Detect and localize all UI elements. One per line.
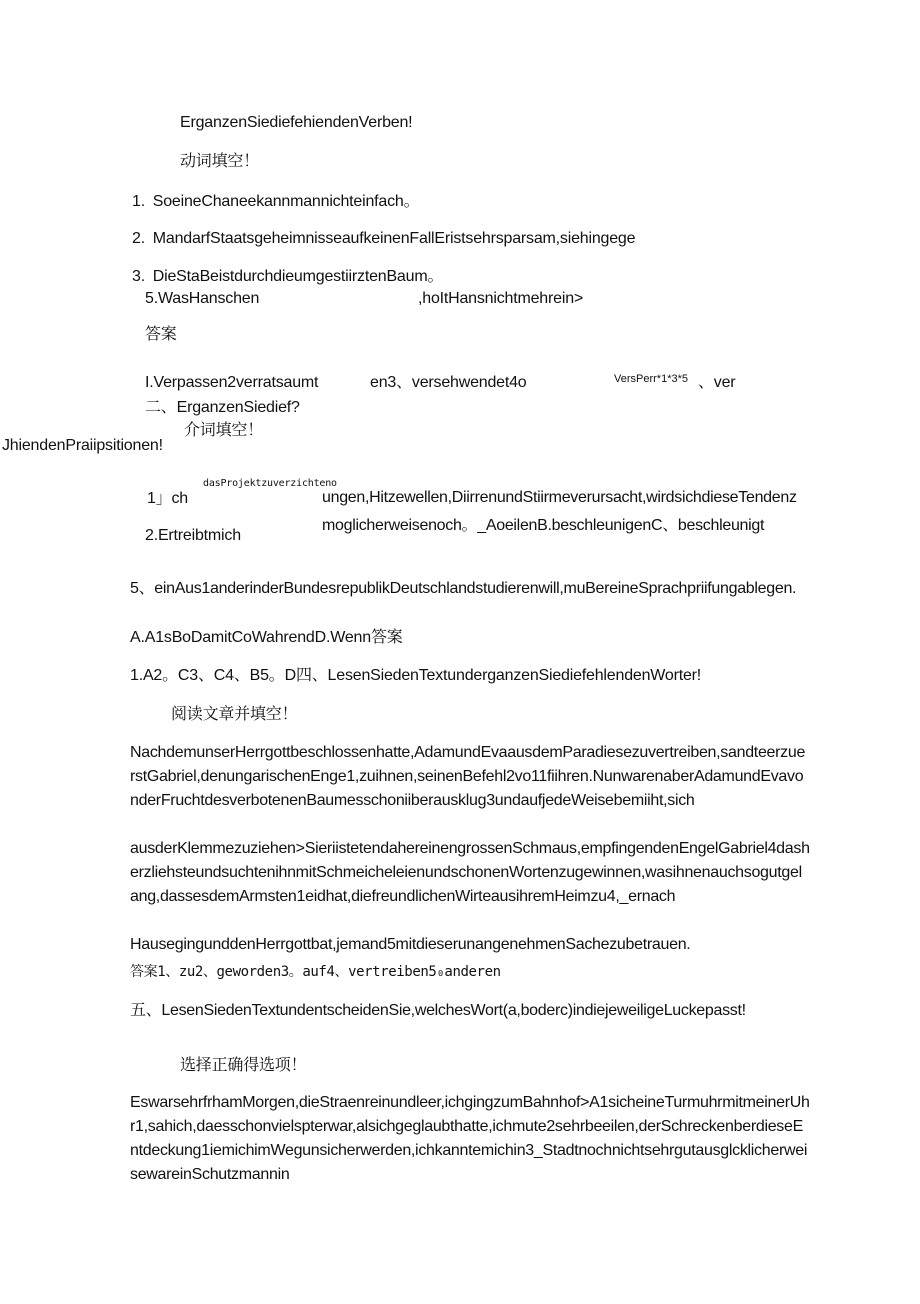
section4-answers: 答案1、zu2、geworden3。auf4、vertreiben5₀anderen (130, 964, 501, 980)
exercise-title-prepositions: 二、ErganzenSiedief? (145, 399, 300, 416)
options-line (130, 628, 403, 648)
answer-text-end: 、ver (698, 374, 736, 391)
exercise-title-choice-zh: 选择正确得选项！ (180, 1057, 307, 1074)
answer-label: 答案 (145, 326, 177, 343)
reading-passage-part3: HausegingunddenHerrgottbat,jemand5mitdieserunangenehmenSachezubetrauen. (130, 936, 691, 953)
item-5-left: 5.WasHanschen (145, 290, 260, 307)
exercise-title-prepositions-zh: 介词填空！ (184, 422, 264, 439)
answer-text-left: I.Verpassen2verratsaumt (145, 374, 319, 391)
exercise-title-verbs-zh: 动词填空！ (180, 153, 260, 170)
question-text-block: ungen,Hitzewellen,DiirrenundStiirmeverursacht,wirdsichdieseTendenzmoglicherweisenoch。_AoeilenB.beschleunigenC、beschleunigt (322, 489, 797, 534)
answer-superscript: VersPerr*1*3*5 (614, 373, 688, 385)
question-5: 5、einAus1anderinderBundesrepublikDeutschlandstudierenwill,muBereineSprachpriifungablegen. (130, 580, 797, 597)
footnote-mono: dasProjektzuverzichteno (203, 478, 337, 489)
answer-label: 答案 (370, 629, 403, 646)
item-5-right: ,hoItHansnichtmehrein> (418, 290, 584, 307)
question-1-left: 1」ch (147, 490, 188, 507)
overflow-title-fragment: JhiendenPraiipsitionen! (2, 437, 163, 454)
reading-passage-part1: NachdemunserHerrgottbeschlossenhatte,AdamundEvaausdemParadiesezuvertreiben,sandteerzuerstGabriel,denungarischenEnge1,zuihnen,seinenBefehl2vo11fiihren.NunwarenaberAdamundEvavonderFruchtdesverbotenenBaumesschoniiberausklug3undaufjedeWeisebemiiht,sich (130, 744, 806, 809)
answers-and-section4-title: 1.A2。C3、C4、B5。D四、LesenSiedenTextunderganzenSiediefehlendenWorter! (130, 667, 702, 684)
list-item: 1. SoeineChaneekannmannichteinfach。 (132, 193, 420, 210)
exercise-title-verbs: ErganzenSiediefehiendenVerben! (180, 114, 413, 131)
reading-passage-part2: ausderKlemmezuziehen>SieriistetendahereinengrossenSchmaus,empfingendenEngelGabriel4dasherzliehsteundsuchtenihnmitSchmeicheleienundschonenWortenzugewinnen,wasihnenauchsogutgelang,dassesdemArmsten1eidhat,diefreundlichenWirteausihremHeimzu4,_ernach (130, 840, 810, 905)
options-text: A.A1sBoDamitCoWahrendD.Wenn (130, 629, 371, 646)
choice-passage: EswarsehrfrhamMorgen,dieStraenreinundleer,ichgingzumBahnhof>A1sicheineTurmuhrmitmeinerUhr1,sahich,daesschonvielspterwar,alsichgeglaubthatte,ichmute2sehrbeeilen,derSchreckenberdieseEntdeckung1iemichimWegunsicherwerden,ichkanntemichin3_StadtnochnichtsehrgutausglcklicherweisewareinSchutzmannin (130, 1094, 810, 1183)
list-item: 2. MandarfStaatsgeheimnisseaufkeinenFallEristsehrsparsam,siehingege (132, 230, 636, 247)
exercise-title-reading-zh: 阅读文章并填空！ (171, 706, 298, 723)
list-item: 3. DieStaBeistdurchdieumgestiirztenBaum。 (132, 268, 444, 285)
question-2-left: 2.Ertreibtmich (145, 527, 241, 544)
answer-text-mid: en3、versehwendet4o (370, 374, 527, 391)
exercise-title-choice: 五、LesenSiedenTextundentscheidenSie,welchesWort(a,boderc)indiejeweiligeLuckepasst! (130, 1002, 746, 1019)
